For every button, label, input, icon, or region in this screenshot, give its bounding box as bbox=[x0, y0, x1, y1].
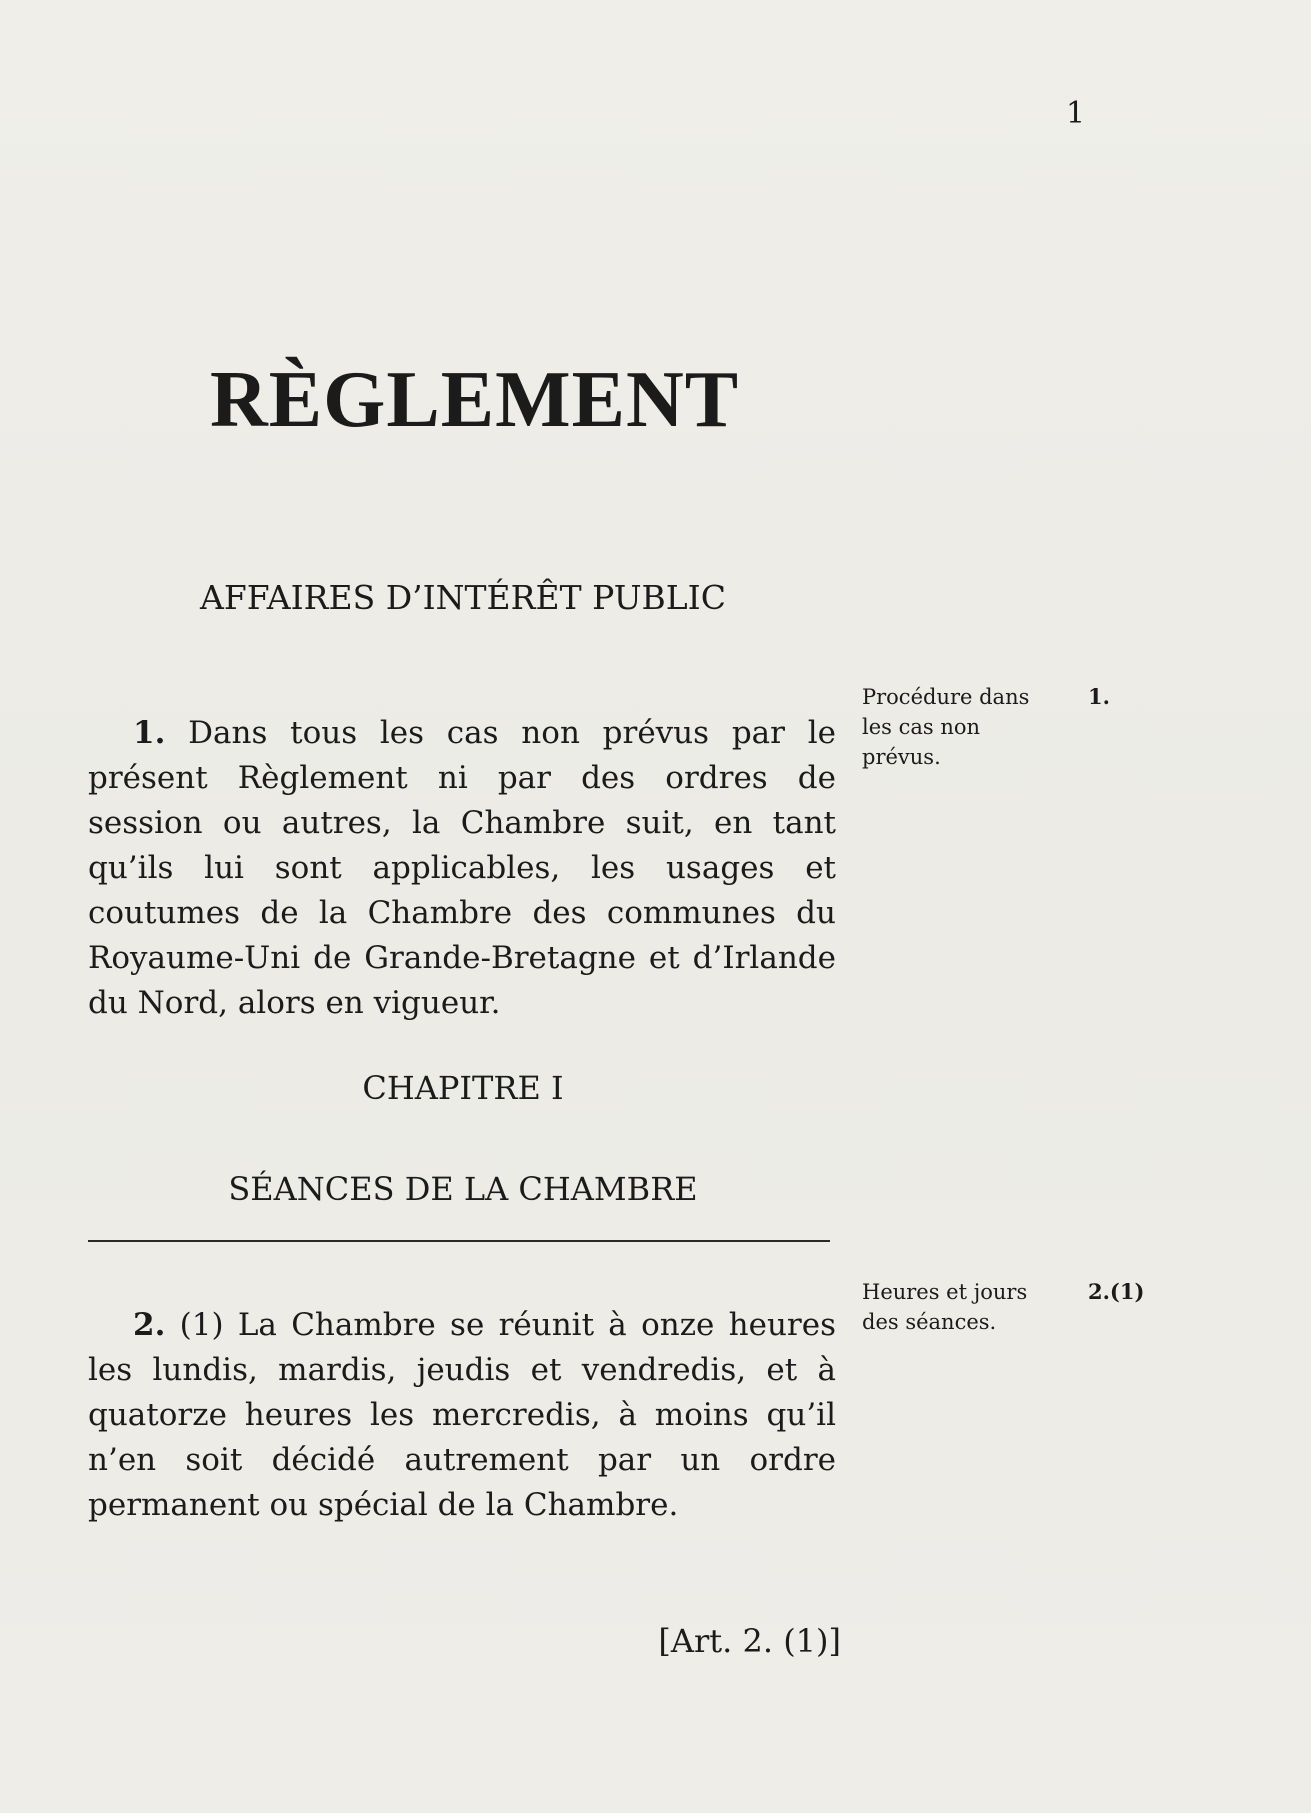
article-2-paragraph bbox=[88, 1303, 836, 1528]
chapter-label: CHAPITRE I bbox=[362, 1069, 564, 1107]
document-title: RÈGLEMENT bbox=[210, 356, 740, 444]
article-2-text: (1) La Chambre se réunit à onze heures les lundis, mardis, jeudis et vendredis, et à quatorze heures les mercredis, à moins qu’il n’en soit décidé autrement par un ordre permanent ou spécial de la Chambre. bbox=[88, 1307, 836, 1523]
footer-reference: [Art. 2. (1)] bbox=[658, 1622, 841, 1660]
article-2-margin-note: Heures et jours des séances. bbox=[862, 1280, 1028, 1334]
article-2-number: 2. bbox=[133, 1307, 166, 1343]
article-1-text: Dans tous les cas non prévus par le présent Règlement ni par des ordres de session ou autres, la Chambre suit, en tant qu’ils lui sont applicables, les usages et coutumes de la Chambre des communes du Royaume-Uni de Grande-Bretagne et d’Irlande du Nord, alors en vigueur. bbox=[88, 715, 836, 1021]
chapter-title: SÉANCES DE LA CHAMBRE bbox=[228, 1170, 698, 1208]
section-divider bbox=[88, 1240, 830, 1242]
article-2-margin-ref: 2.(1) bbox=[1088, 1279, 1145, 1304]
page-number: 1 bbox=[1066, 96, 1086, 131]
article-1-number: 1. bbox=[133, 715, 166, 751]
article-1-margin-ref: 1. bbox=[1088, 684, 1110, 709]
article-1-paragraph bbox=[88, 711, 836, 1026]
article-1-margin-note: Procédure dans les cas non prévus. bbox=[862, 685, 1030, 769]
section-subtitle: AFFAIRES D’INTÉRÊT PUBLIC bbox=[200, 578, 726, 617]
